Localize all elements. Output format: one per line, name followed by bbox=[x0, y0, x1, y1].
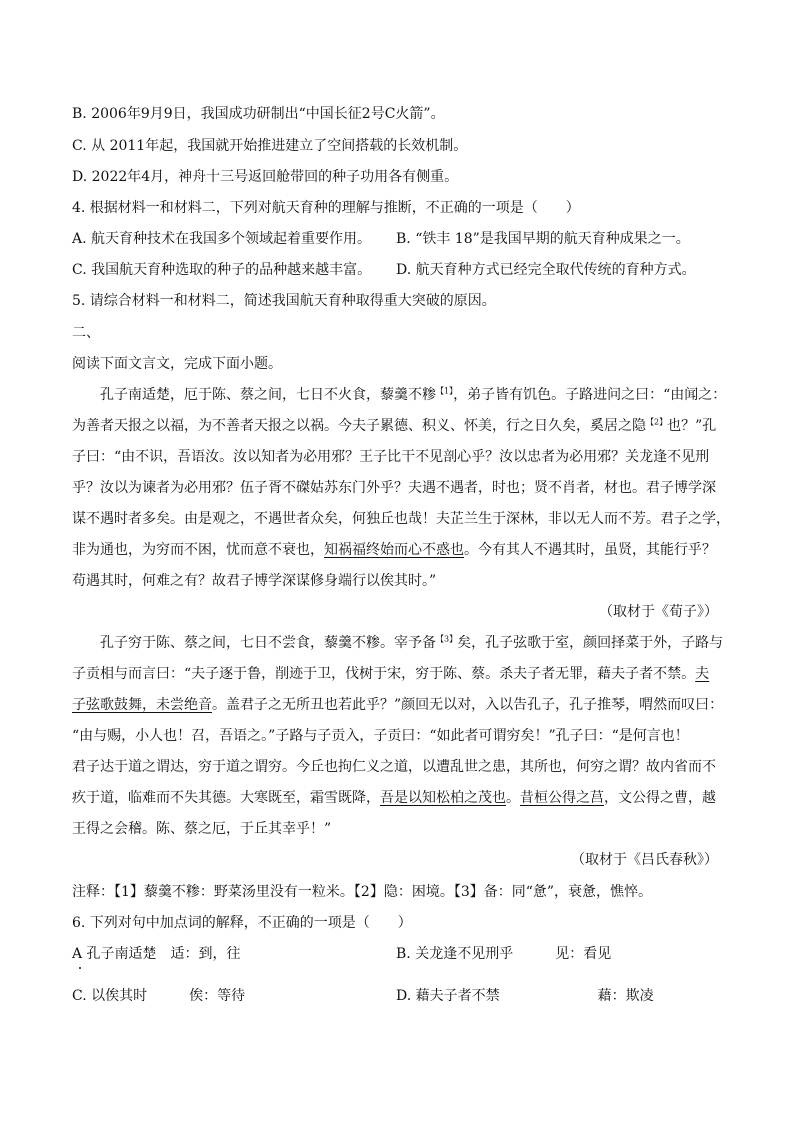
q6-option-b: B. 关龙逢不见刑乎 见：看见 bbox=[396, 946, 612, 962]
q4-option-c: C. 我国航天育种选取的种子的品种越来越丰富。 bbox=[72, 262, 372, 278]
passage1-line: 子曰：“由不识，吾语汝。汝以知者为必用邪？王子比干不见剖心乎？汝以忠者为必用邪？关龙逢不见刑 bbox=[72, 449, 710, 465]
q4-option-a: A. 航天育种技术在我国多个领域起着重要作用。 bbox=[72, 231, 372, 247]
passage2-line bbox=[72, 664, 709, 684]
underlined-sentence: 夫 bbox=[695, 666, 710, 682]
text: ，文公得之曹，越 bbox=[604, 790, 716, 806]
text: 子贡相与而言曰：“夫子逐于鲁，削迹于卫，伐树于宋，穷于陈、蔡。杀夫子者无罪，藉夫子者不禁。 bbox=[72, 666, 696, 682]
text: 非为通也，为穷而不困，忧而意不衰也， bbox=[72, 542, 324, 558]
text: 。 bbox=[506, 790, 520, 806]
q3-option-c: C. 从 2011年起，我国就开始推进建立了空间搭载的长效机制。 bbox=[72, 138, 468, 154]
passage1-line: 苟遇其时，何难之有？故君子博学深谋修身端行以俟其时。” bbox=[72, 573, 437, 589]
footnote-ref: 【2】 bbox=[646, 417, 668, 427]
passage1-line bbox=[72, 416, 716, 436]
text: 疚于道，临难而不失其德。大寒既至，霜雪既降， bbox=[72, 790, 380, 806]
passage1-line: 乎？汝以为谏者为必用邪？伍子胥不磔姑苏东门外乎？夫遇不遇者，时也；贤不肖者，材也。君子博学深 bbox=[72, 480, 716, 496]
underlined-sentence: 知祸福终始而心不惑也 bbox=[324, 542, 464, 558]
q4-option-d: D. 航天育种方式已经完全取代传统的育种方式。 bbox=[396, 262, 696, 278]
q6-option-c: C. 以俟其时 俟：等待 bbox=[72, 988, 246, 1004]
underlined-sentence: 昔桓公得之莒 bbox=[520, 790, 604, 806]
text: 为善者天报之以福，为不善者天报之以祸。今夫子累德、积义、怀美，行之日久矣，奚居之隐 bbox=[72, 418, 646, 434]
passage2-line bbox=[72, 788, 716, 808]
q6-stem: 6. 下列对句中加点词的解释，不正确的一项是（ ） bbox=[72, 915, 412, 931]
section-heading: 二、 bbox=[72, 325, 100, 341]
passage2-line: 君子达于道之谓达，穷于道之谓穷。今丘也拘仁义之道，以遭乱世之患，其所也，何穷之谓？故内省而不 bbox=[72, 759, 716, 775]
footnote-ref: 【1】 bbox=[436, 386, 454, 396]
q5-stem: 5. 请综合材料一和材料二，简述我国航天育种取得重大突破的原因。 bbox=[72, 293, 496, 309]
passage1-line: 谋不遇时者多矣。由是观之，不遇世者众矣，何独丘也哉！夫芷兰生于深林，非以无人而不芳。君子之学， bbox=[72, 511, 730, 527]
passage1-line bbox=[72, 540, 716, 560]
emphasis-dot-icon bbox=[79, 967, 81, 969]
q6-option-d: D. 藉夫子者不禁 藉：欺凌 bbox=[396, 988, 654, 1004]
q3-option-b: B. 2006年9月9日，我国成功研制出“中国长征2号C火箭”。 bbox=[72, 106, 445, 122]
passage2-line bbox=[72, 695, 723, 715]
text: 孔子穷于陈、蔡之间，七日不尝食，藜羹不糁。宰予备 bbox=[100, 635, 436, 651]
underlined-sentence: 吾是以知松柏之茂也 bbox=[380, 790, 506, 806]
text: 孔子南适楚，厄于陈、蔡之间，七日不火食，藜羹不糁 bbox=[100, 387, 436, 403]
underlined-sentence: 子弦歌鼓舞，未尝绝音 bbox=[72, 697, 212, 713]
text: 也？”孔 bbox=[667, 418, 717, 434]
passage2-line: “由与赐，小人也！召，吾语之。”子路与子贡入，子贡曰：“如此者可谓穷矣！”孔子曰：“是何言也！ bbox=[72, 728, 689, 744]
passage1-line bbox=[100, 385, 726, 405]
text: 。盖君子之无所丑也若此乎？”颜回无以对，入以告孔子，孔子推琴，喟然而叹曰： bbox=[212, 697, 724, 713]
passage1-source: （取材于《荀子》） bbox=[599, 604, 718, 620]
text: 矣，孔子弦歌于室，颜回择菜于外，子路与 bbox=[457, 635, 724, 651]
passage2-source: （取材于《吕氏春秋》） bbox=[571, 852, 718, 868]
passage2-line: 王得之会稽。陈、蔡之厄，于丘其幸乎！” bbox=[72, 821, 332, 837]
section-instruction: 阅读下面文言文，完成下面小题。 bbox=[72, 356, 282, 372]
text: 。今有其人不遇其时，虽贤，其能行乎？ bbox=[464, 542, 716, 558]
q3-option-d: D. 2022年4月，神舟十三号返回舱带回的种子功用各有侧重。 bbox=[72, 169, 459, 185]
q6-option-a: A 孔子南适楚 适：到，往 bbox=[72, 946, 241, 962]
q4-option-b: B. “铁丰 18”是我国早期的航天育种成果之一。 bbox=[396, 231, 690, 247]
q4-stem: 4. 根据材料一和材料二，下列对航天育种的理解与推断，不正确的一项是（ ） bbox=[72, 200, 580, 216]
passage2-line bbox=[100, 633, 723, 653]
text: ，弟子皆有饥色。子路进问之曰：“由闻之： bbox=[453, 387, 727, 403]
footnote-ref: 【3】 bbox=[436, 634, 458, 644]
footnotes: 注释：【1】藜羹不糁：野菜汤里没有一粒米。【2】隐：困境。【3】备：同“惫”，衰惫，憔悴。 bbox=[72, 884, 653, 900]
